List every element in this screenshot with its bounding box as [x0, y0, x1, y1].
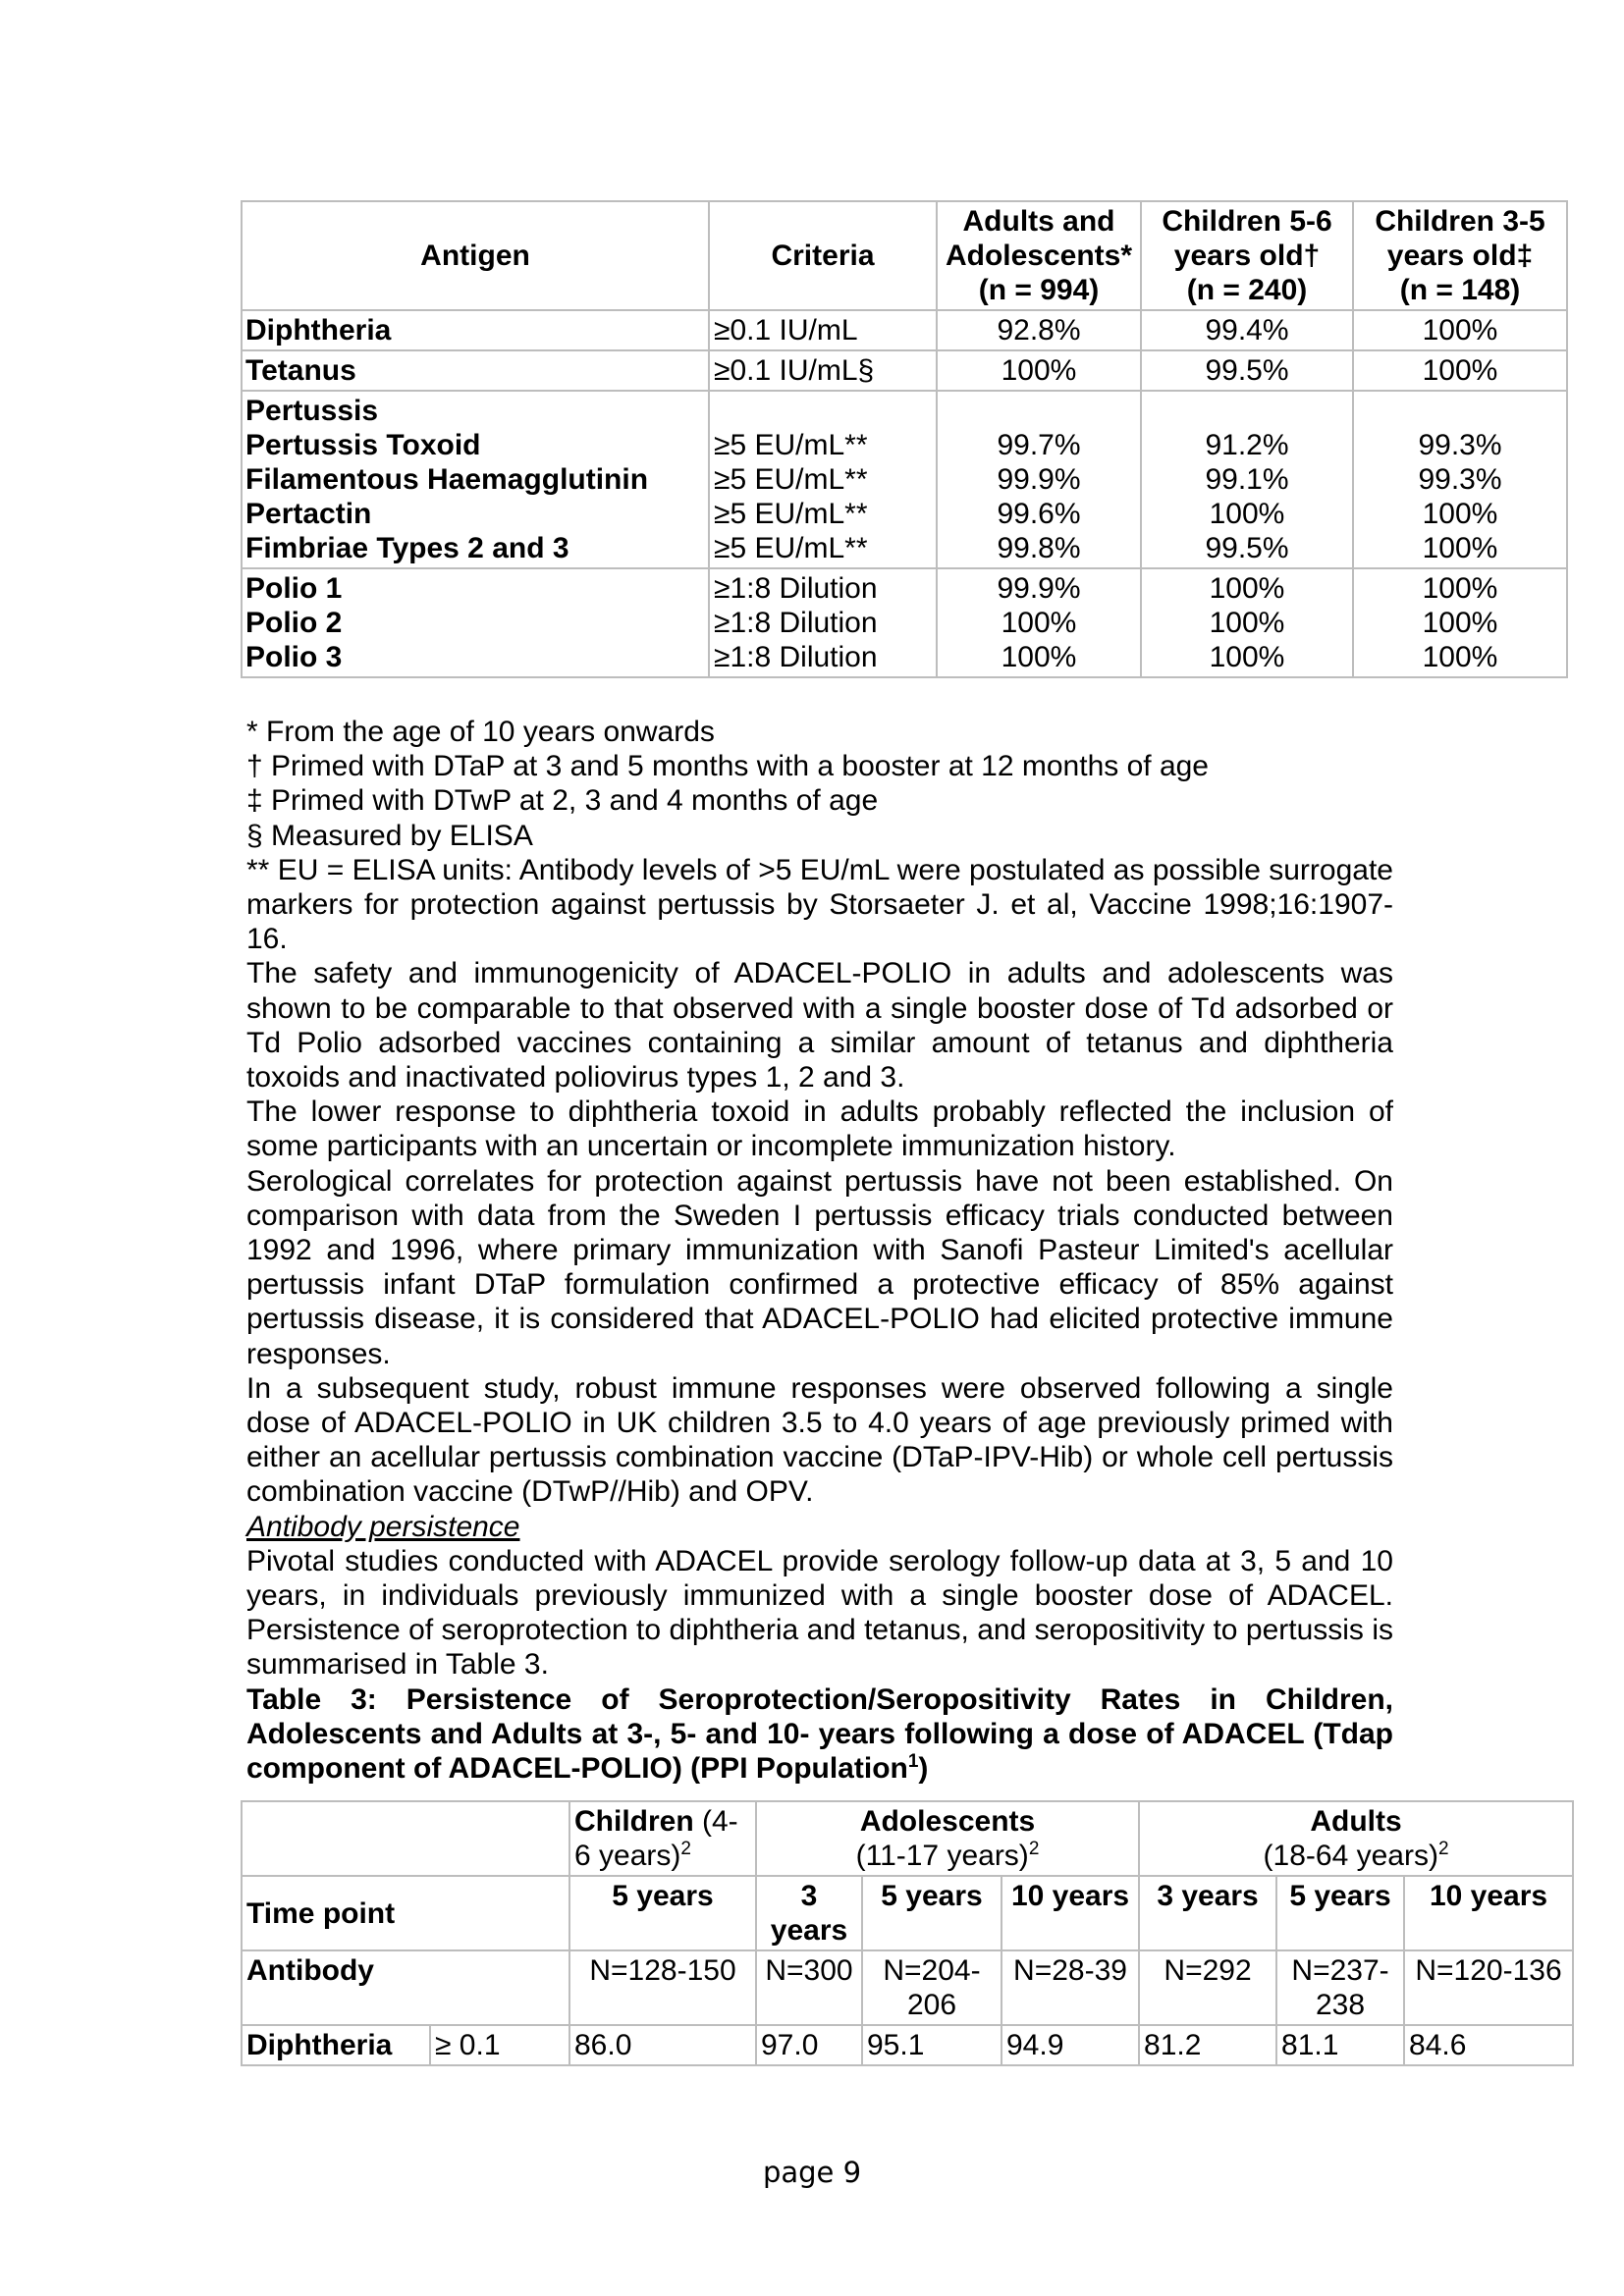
paragraph: Pivotal studies conducted with ADACEL provide serology follow-up data at 3, 5 and 10 years, in individuals previously immunized with a single booster dose of ADACEL. Persistence of seroprotection to diphtheria and tetanus, and seropositivity to pertussis is summarised in Table 3. — [246, 1544, 1393, 1682]
rate-cell: 84.6 — [1404, 2025, 1573, 2065]
criteria-cell: ≥0.1 IU/mL — [709, 310, 937, 350]
n-cell: N=28-39 — [1001, 1950, 1139, 2025]
footnote-dagger: † Primed with DTaP at 3 and 5 months with a booster at 12 months of age — [246, 750, 1209, 783]
time-cell: 5 years — [1276, 1876, 1404, 1950]
value-cell: 92.8% — [937, 310, 1141, 350]
n-cell: N=292 — [1139, 1950, 1276, 2025]
body-text — [246, 715, 1393, 1786]
n-cell: N=128-150 — [569, 1950, 756, 2025]
immunogenicity-table — [241, 200, 1568, 678]
header-adults: Adults (18-64 years)$^2$ — [1139, 1801, 1573, 1876]
header-criteria: Criteria — [709, 201, 937, 310]
value-cell: 100% — [1353, 350, 1567, 391]
rate-cell: 81.2 — [1139, 2025, 1276, 2065]
time-cell: 5 years — [862, 1876, 1001, 1950]
criteria-cell: ≥0.1 IU/mL§ — [709, 350, 937, 391]
footnote-eu: ** EU = ELISA units: Antibody levels of >5 EU/mL were postulated as possible surrogate markers for protection against pertussis by Storsaeter J. et al, Vaccine 1998;16:1907-16. — [246, 853, 1393, 956]
rate-cell: 95.1 — [862, 2025, 1001, 2065]
footnote-double-dagger: ‡ Primed with DTwP at 2, 3 and 4 months of age — [246, 784, 879, 818]
antigen-cell: Diphtheria — [242, 310, 709, 350]
n-cell: N=300 — [756, 1950, 862, 2025]
header-children-3-5: Children 3-5 years old‡ (n = 148) — [1353, 201, 1567, 310]
antigen-cell: Tetanus — [242, 350, 709, 391]
rate-cell: 97.0 — [756, 2025, 862, 2065]
empty-cell — [242, 1801, 569, 1876]
group-header-row — [242, 1801, 1573, 1876]
antigen-cell: Polio 1 Polio 2 Polio 3 — [242, 568, 709, 677]
time-cell: 5 years — [569, 1876, 756, 1950]
time-point-row — [242, 1876, 1573, 1950]
value-cell: 100% 100% 100% — [1141, 568, 1353, 677]
header-children: Children (4-6 years)$^2$ — [569, 1801, 756, 1876]
value-cell: 100% 100% 100% — [1353, 568, 1567, 677]
section-heading: Antibody persistence — [246, 1510, 520, 1543]
value-cell: 100% — [1353, 310, 1567, 350]
threshold-cell: ≥ 0.1 — [430, 2025, 569, 2065]
header-adolescents: Adolescents (11-17 years)$^2$ — [756, 1801, 1139, 1876]
paragraph: In a subsequent study, robust immune responses were observed following a single dose of ADACEL-POLIO in UK children 3.5 to 4.0 years of age previously primed with either an acellular pertussis combination vaccine (DTaP-IPV-Hib) or whole cell pertussis combination vaccine (DTwP//Hib) and OPV. — [246, 1371, 1393, 1509]
criteria-cell: ≥5 EU/mL** ≥5 EU/mL** ≥5 EU/mL** ≥5 EU/mL** — [709, 391, 937, 568]
paragraph: The lower response to diphtheria toxoid in adults probably reflected the inclusion of some participants with an uncertain or incomplete immunization history. — [246, 1095, 1393, 1163]
rate-cell: 86.0 — [569, 2025, 756, 2065]
n-cell: N=237-238 — [1276, 1950, 1404, 2025]
rate-cell: 94.9 — [1001, 2025, 1139, 2065]
value-cell: 99.9% 100% 100% — [937, 568, 1141, 677]
rate-cell: 81.1 — [1276, 2025, 1404, 2065]
value-cell: 99.3% 99.3% 100% 100% — [1353, 391, 1567, 568]
time-cell: 3 years — [756, 1876, 862, 1950]
time-cell: 10 years — [1001, 1876, 1139, 1950]
antibody-row — [242, 1950, 1573, 2025]
header-children-5-6: Children 5-6 years old† (n = 240) — [1141, 201, 1353, 310]
header-antigen: Antigen — [242, 201, 709, 310]
value-cell: 100% — [937, 350, 1141, 391]
persistence-table — [241, 1800, 1574, 2066]
n-cell: N=120-136 — [1404, 1950, 1573, 2025]
value-cell: 99.7% 99.9% 99.6% 99.8% — [937, 391, 1141, 568]
antigen-cell: Pertussis Pertussis Toxoid Filamentous Haemagglutinin Pertactin Fimbriae Types 2 and 3 — [242, 391, 709, 568]
page-number: page 9 — [762, 2156, 862, 2189]
header-adults: Adults and Adolescents* (n = 994) — [937, 201, 1141, 310]
table-row-pertussis — [242, 391, 1567, 568]
value-cell: 99.5% — [1141, 350, 1353, 391]
antibody-label: Antibody — [242, 1950, 569, 2025]
paragraph: The safety and immunogenicity of ADACEL-POLIO in adults and adolescents was shown to be comparable to that observed with a single booster dose of Td adsorbed or Td Polio adsorbed vaccines containing a similar amount of tetanus and diphtheria toxoids and inactivated poliovirus types 1, 2 and 3. — [246, 957, 1393, 1095]
footnote-section: § Measured by ELISA — [246, 819, 533, 852]
n-cell: N=204-206 — [862, 1950, 1001, 2025]
diphtheria-row — [242, 2025, 1573, 2065]
footnote-star: * From the age of 10 years onwards — [246, 716, 715, 748]
antigen-cell: Diphtheria — [242, 2025, 430, 2065]
time-cell: 10 years — [1404, 1876, 1573, 1950]
table-row-polio — [242, 568, 1567, 677]
time-cell: 3 years — [1139, 1876, 1276, 1950]
time-point-label: Time point — [242, 1876, 569, 1950]
table-row-diphtheria — [242, 310, 1567, 350]
paragraph: Serological correlates for protection against pertussis have not been established. On comparison with data from the Sweden I pertussis efficacy trials conducted between 1992 and 1996, where primary immunization with Sanofi Pasteur Limited's acellular pertussis infant DTaP formulation confirmed a protective efficacy of 85% against pertussis disease, it is considered that ADACEL-POLIO had elicited protective immune responses. — [246, 1164, 1393, 1370]
table-caption: Table 3: Persistence of Seroprotection/Seropositivity Rates in Children, Adolescents and Adults at 3-, 5- and 10- years following a dose of ADACEL (Tdap component of ADACEL-POLIO) (PPI Population$^1$) — [246, 1682, 1393, 1786]
criteria-cell: ≥1:8 Dilution ≥1:8 Dilution ≥1:8 Dilution — [709, 568, 937, 677]
value-cell: 91.2% 99.1% 100% 99.5% — [1141, 391, 1353, 568]
value-cell: 99.4% — [1141, 310, 1353, 350]
table-row-tetanus — [242, 350, 1567, 391]
table-header-row — [242, 201, 1567, 310]
